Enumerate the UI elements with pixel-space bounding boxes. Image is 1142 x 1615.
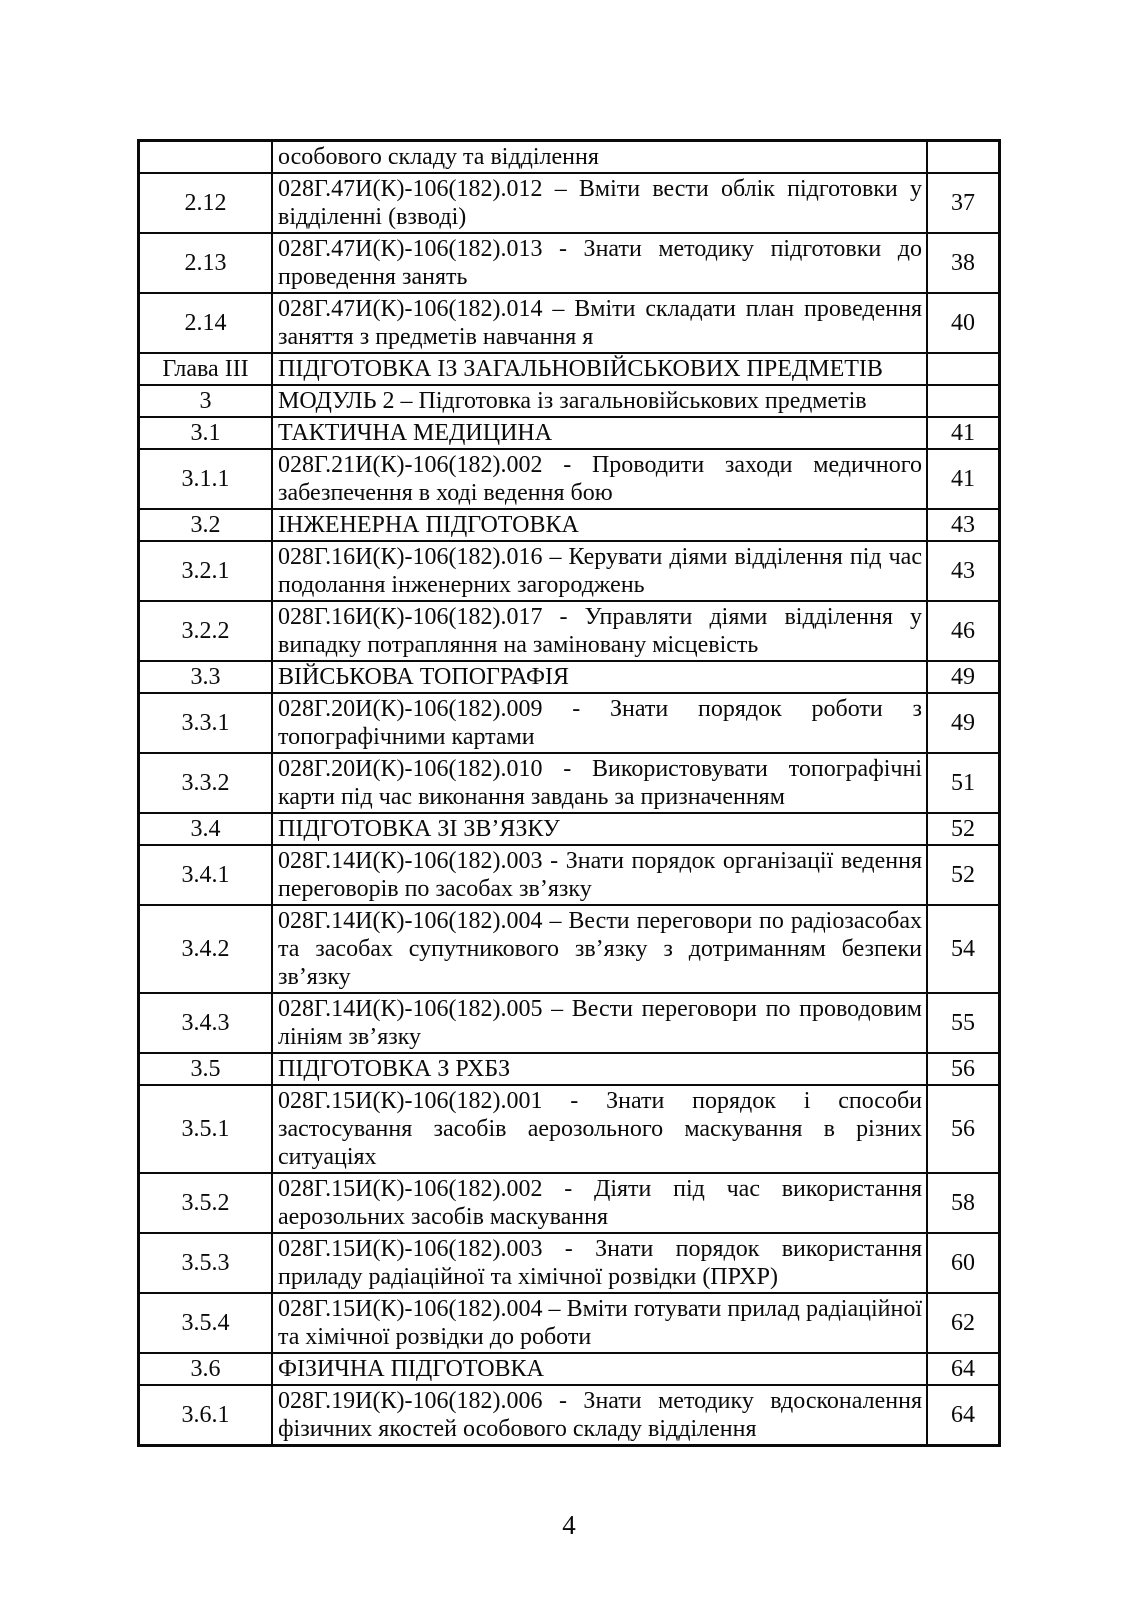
row-number-cell: 3.1: [140, 418, 273, 450]
row-page-cell: 55: [928, 994, 998, 1054]
row-number-cell: 3.5.3: [140, 1234, 273, 1294]
row-page-cell: [928, 354, 998, 386]
row-title-cell: 028Г.16И(К)-106(182).016 – Керувати діями відділення під час подолання інженерних загороджень: [273, 542, 928, 602]
row-number-cell: 3.2.1: [140, 542, 273, 602]
row-page-cell: 41: [928, 418, 998, 450]
row-number-cell: 3.3.1: [140, 694, 273, 754]
row-page-cell: 43: [928, 510, 998, 542]
row-title-cell: 028Г.47И(К)-106(182).012 – Вміти вести облік підготовки у відділенні (взводі): [273, 174, 928, 234]
row-number-cell: 3.5.1: [140, 1086, 273, 1174]
row-page-cell: 56: [928, 1054, 998, 1086]
row-title-cell: ПІДГОТОВКА ІЗ ЗАГАЛЬНОВІЙСЬКОВИХ ПРЕДМЕТІВ: [273, 354, 928, 386]
row-title-cell: 028Г.14И(К)-106(182).003 - Знати порядок організації ведення переговорів по засобах зв’язку: [273, 846, 928, 906]
row-page-cell: 56: [928, 1086, 998, 1174]
row-number-cell: 3.1.1: [140, 450, 273, 510]
row-number-cell: 3.4.2: [140, 906, 273, 994]
row-title-cell: 028Г.47И(К)-106(182).014 – Вміти складати план проведення заняття з предметів навчання я: [273, 294, 928, 354]
row-page-cell: [928, 142, 998, 174]
row-title-cell: ФІЗИЧНА ПІДГОТОВКА: [273, 1354, 928, 1386]
row-page-cell: 43: [928, 542, 998, 602]
row-number-cell: 3.2: [140, 510, 273, 542]
row-page-cell: 38: [928, 234, 998, 294]
row-title-cell: 028Г.16И(К)-106(182).017 - Управляти діями відділення у випадку потрапляння на заміновану місцевість: [273, 602, 928, 662]
row-number-cell: 3.5.4: [140, 1294, 273, 1354]
row-page-cell: 52: [928, 846, 998, 906]
row-page-cell: 37: [928, 174, 998, 234]
row-number-cell: Глава III: [140, 354, 273, 386]
row-title-cell: 028Г.47И(К)-106(182).013 - Знати методику підготовки до проведення занять: [273, 234, 928, 294]
row-number-cell: 3.2.2: [140, 602, 273, 662]
row-title-cell: 028Г.15И(К)-106(182).001 - Знати порядок і способи застосування засобів аерозольного маскування в різних ситуаціях: [273, 1086, 928, 1174]
row-page-cell: 41: [928, 450, 998, 510]
row-title-cell: 028Г.19И(К)-106(182).006 - Знати методику вдосконалення фізичних якостей особового складу відділення: [273, 1386, 928, 1444]
row-title-cell: 028Г.20И(К)-106(182).009 - Знати порядок роботи з топографічними картами: [273, 694, 928, 754]
row-page-cell: 49: [928, 694, 998, 754]
row-title-cell: 028Г.21И(К)-106(182).002 - Проводити заходи медичного забезпечення в ході ведення бою: [273, 450, 928, 510]
row-number-cell: 2.14: [140, 294, 273, 354]
row-number-cell: 3.3: [140, 662, 273, 694]
row-number-cell: [140, 142, 273, 174]
row-number-cell: 3.5.2: [140, 1174, 273, 1234]
row-title-cell: ПІДГОТОВКА З РХБЗ: [273, 1054, 928, 1086]
row-title-cell: ПІДГОТОВКА ЗІ ЗВ’ЯЗКУ: [273, 814, 928, 846]
row-number-cell: 3.6: [140, 1354, 273, 1386]
row-page-cell: 54: [928, 906, 998, 994]
row-title-cell: 028Г.15И(К)-106(182).003 - Знати порядок використання приладу радіаційної та хімічної розвідки (ПРХР): [273, 1234, 928, 1294]
row-page-cell: 64: [951, 1402, 975, 1428]
row-number-cell: 3.4.3: [140, 994, 273, 1054]
row-page-cell: 64: [928, 1354, 998, 1386]
row-page-cell: 62: [928, 1294, 998, 1354]
row-number-cell: 3: [140, 386, 273, 418]
row-title-cell: 028Г.14И(К)-106(182).005 – Вести переговори по проводовим лініям зв’язку: [273, 994, 928, 1054]
row-title-cell: ТАКТИЧНА МЕДИЦИНА: [273, 418, 928, 450]
row-page-cell: 40: [928, 294, 998, 354]
row-page-cell: 58: [928, 1174, 998, 1234]
row-title-cell: ІНЖЕНЕРНА ПІДГОТОВКА: [273, 510, 928, 542]
row-number-cell: 3.4.1: [140, 846, 273, 906]
toc-table: [137, 139, 1001, 1447]
row-number-cell: 2.13: [140, 234, 273, 294]
row-page-cell: 52: [928, 814, 998, 846]
row-number-cell: 3.3.2: [140, 754, 273, 814]
row-title-cell: 028Г.14И(К)-106(182).004 – Вести переговори по радіозасобах та засобах супутникового зв’язку з дотриманням безпеки зв’язку: [273, 906, 928, 994]
row-title-cell: 028Г.20И(К)-106(182).010 - Використовувати топографічні карти під час виконання завдань за призначенням: [273, 754, 928, 814]
row-number-cell: 3.4: [140, 814, 273, 846]
row-number-cell: 3.6.1: [140, 1386, 273, 1444]
row-title-cell: МОДУЛЬ 2 – Підготовка із загальновійськових предметів: [273, 386, 928, 418]
row-page-cell: 51: [928, 754, 998, 814]
row-title-cell: 028Г.15И(К)-106(182).004 – Вміти готувати прилад радіаційної та хімічної розвідки до роботи: [273, 1294, 928, 1354]
row-page-cell: 49: [928, 662, 998, 694]
row-title-cell: ВІЙСЬКОВА ТОПОГРАФІЯ: [273, 662, 928, 694]
page-number: 4: [562, 1510, 576, 1540]
row-number-cell: 3.5: [140, 1054, 273, 1086]
row-title-cell: 028Г.15И(К)-106(182).002 - Діяти під час використання аерозольних засобів маскування: [273, 1174, 928, 1234]
row-page-cell: 46: [928, 602, 998, 662]
row-title-cell: особового складу та відділення: [273, 142, 928, 174]
row-page-cell: 60: [928, 1234, 998, 1294]
row-page-cell: [928, 386, 998, 418]
row-number-cell: 2.12: [140, 174, 273, 234]
